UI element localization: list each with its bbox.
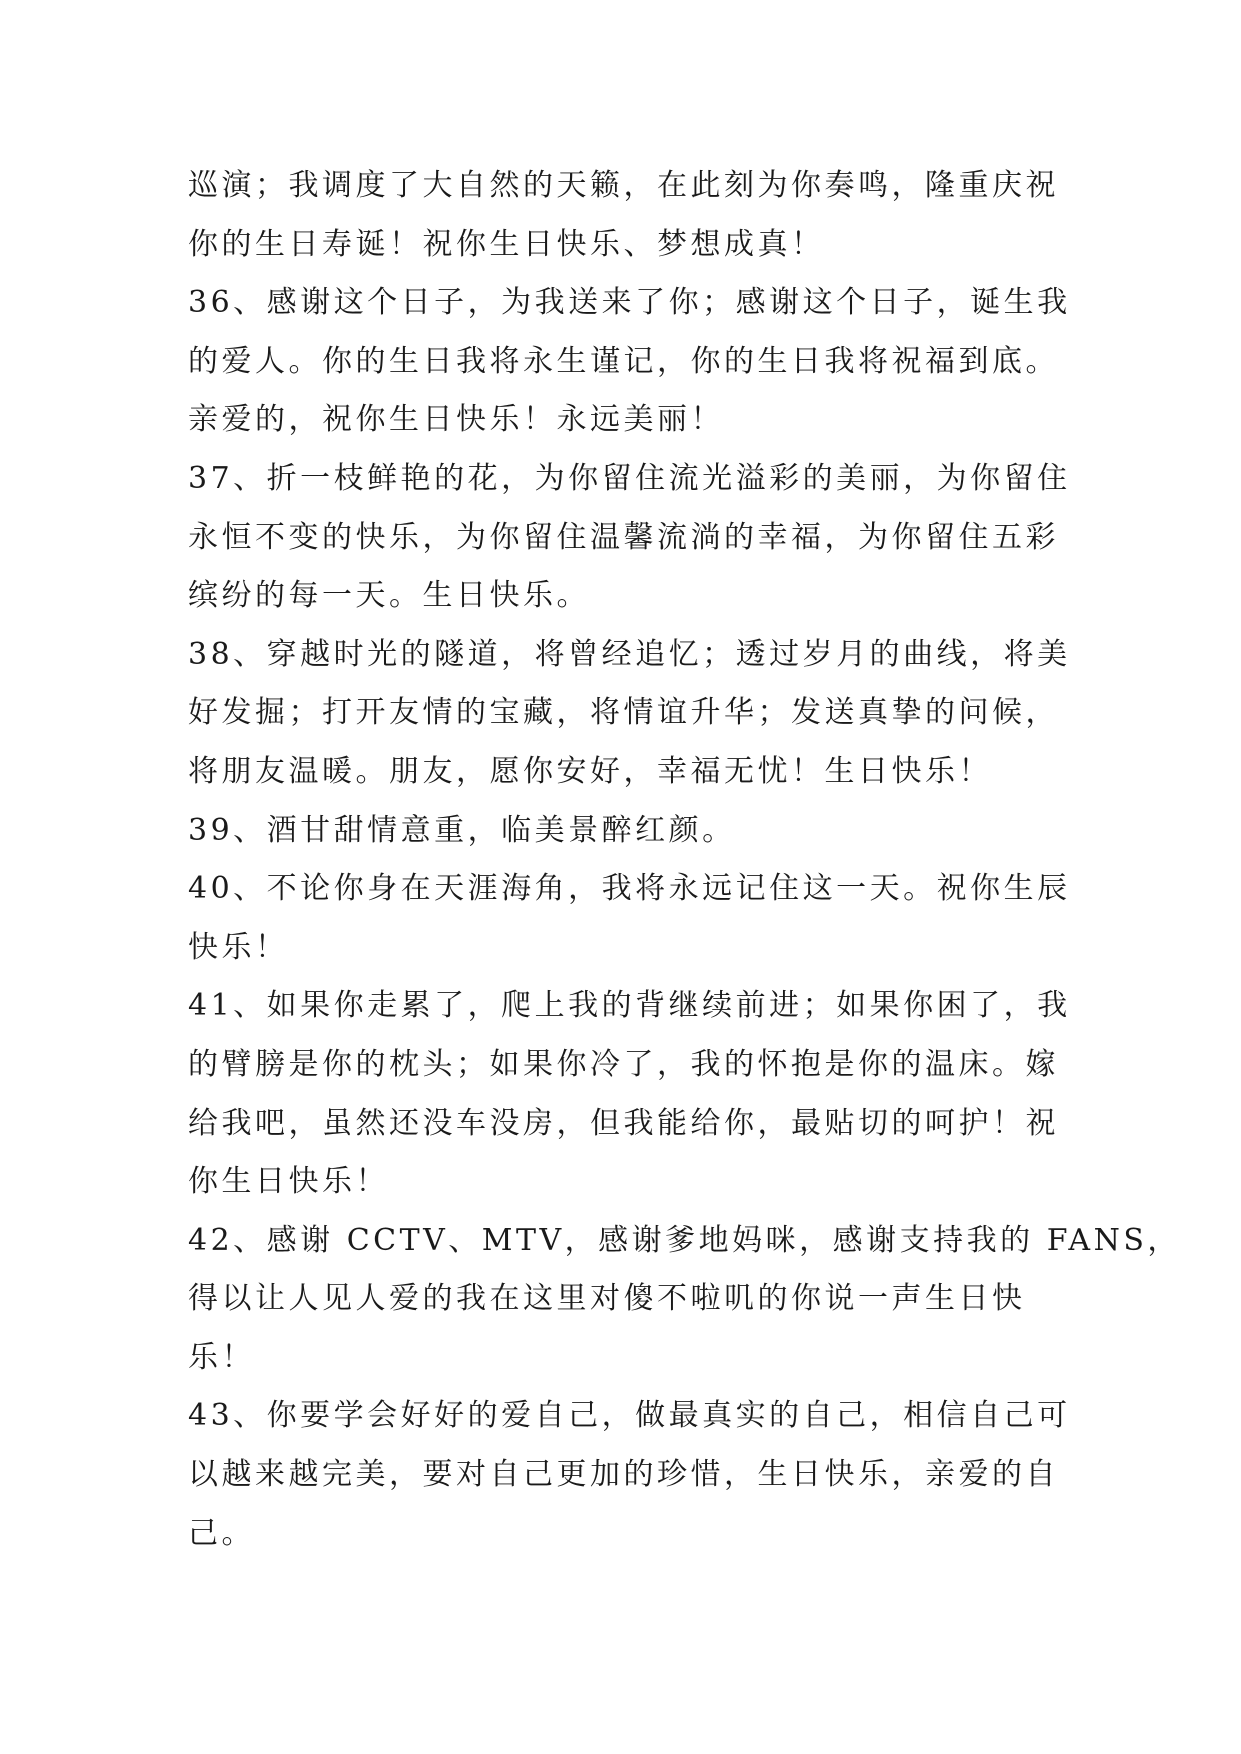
text-line: 40、不论你身在天涯海角，我将永远记住这一天。祝你生辰 <box>188 871 1071 907</box>
text-line: 36、感谢这个日子，为我送来了你；感谢这个日子，诞生我 <box>188 285 1071 321</box>
text-line: 给我吧，虽然还没车没房，但我能给你，最贴切的呵护！祝 <box>188 1105 1059 1141</box>
text-line: 的臂膀是你的枕头；如果你冷了，我的怀抱是你的温床。嫁 <box>188 1046 1059 1082</box>
text-line: 快乐！ <box>188 929 289 965</box>
text-line: 你的生日寿诞！祝你生日快乐、梦想成真！ <box>188 226 825 262</box>
text-line: 巡演；我调度了大自然的天籁，在此刻为你奏鸣，隆重庆祝 <box>188 168 1059 203</box>
text-line: 己。 <box>188 1515 255 1551</box>
document-text <box>188 157 1181 1563</box>
text-line: 乐！ <box>188 1339 255 1375</box>
text-line: 以越来越完美，要对自己更加的珍惜，生日快乐，亲爱的自 <box>188 1457 1059 1493</box>
text-line: 42、感谢 CCTV、MTV，感谢爹地妈咪，感谢支持我的 FANS， <box>188 1222 1181 1258</box>
text-line: 41、如果你走累了，爬上我的背继续前进；如果你困了，我 <box>188 988 1071 1024</box>
text-line: 38、穿越时光的隧道，将曾经追忆；透过岁月的曲线，将美 <box>188 636 1071 672</box>
text-line: 缤纷的每一天。生日快乐。 <box>188 578 590 614</box>
text-line: 得以让人见人爱的我在这里对傻不啦叽的你说一声生日快 <box>188 1281 1026 1317</box>
text-line: 43、你要学会好好的爱自己，做最真实的自己，相信自己可 <box>188 1398 1071 1434</box>
text-line: 亲爱的，祝你生日快乐！永远美丽！ <box>188 402 724 438</box>
text-line: 的爱人。你的生日我将永生谨记，你的生日我将祝福到底。 <box>188 343 1059 379</box>
text-line: 永恒不变的快乐，为你留住温馨流淌的幸福，为你留住五彩 <box>188 519 1059 555</box>
text-line: 你生日快乐！ <box>188 1164 389 1200</box>
text-line: 39、酒甘甜情意重，临美景醉红颜。 <box>188 812 736 848</box>
text-line: 好发掘；打开友情的宝藏，将情谊升华；发送真挚的问候， <box>188 695 1059 731</box>
text-line: 37、折一枝鲜艳的花，为你留住流光溢彩的美丽，为你留住 <box>188 460 1071 496</box>
text-line: 将朋友温暖。朋友，愿你安好，幸福无忧！生日快乐！ <box>188 753 992 789</box>
